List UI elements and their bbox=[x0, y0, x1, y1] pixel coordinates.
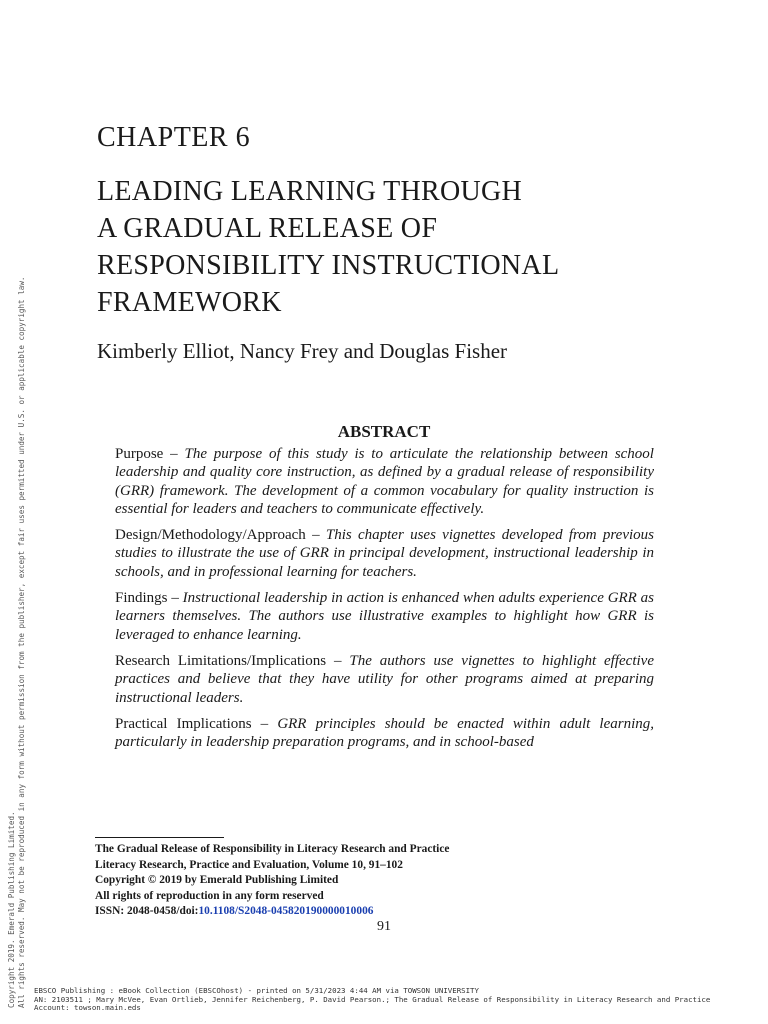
abstract-section-design bbox=[115, 526, 654, 581]
ebsco-footer-line: EBSCO Publishing : eBook Collection (EBSCOhost) - printed on 5/31/2023 4:44 AM via TOWSON UNIVERSITY bbox=[34, 987, 479, 995]
ebsco-footer bbox=[34, 987, 764, 1013]
section-label: Research Limitations/Implications – bbox=[115, 652, 350, 669]
series-info: Literacy Research, Practice and Evaluation, Volume 10, 91–102 bbox=[95, 858, 403, 871]
section-label: Design/Methodology/Approach – bbox=[115, 527, 326, 544]
title-line: FRAMEWORK bbox=[97, 287, 282, 318]
side-note-line: All rights reserved. May not be reproduced in any form without permission from the publisher, except fair uses permitted under U.S. or applicable copyright law. bbox=[16, 276, 26, 1008]
ebsco-footer-line: AN: 2103511 ; Mary McVee, Evan Ortlieb, Jennifer Reichenberg, P. David Pearson.; The Gradual Release of Responsibility in Literacy Research and Practice bbox=[34, 994, 711, 1004]
page-number: 91 bbox=[377, 919, 391, 934]
copyright-side-note bbox=[7, 276, 26, 1008]
section-label: Findings – bbox=[115, 590, 183, 607]
section-text: GRR principles should be enacted within adult learning, particularly in leadership preparation programs, and in school-based bbox=[115, 715, 654, 751]
abstract-section-purpose bbox=[115, 445, 654, 518]
ebsco-footer-line: Account: towson.main.eds bbox=[34, 1003, 141, 1012]
abstract-body bbox=[115, 445, 654, 759]
section-text: This chapter uses vignettes developed from previous studies to illustrate the use of GRR in principal development, instructional leadership in schools, and in professional learning for teachers. bbox=[115, 527, 654, 580]
abstract-section-practical bbox=[115, 715, 654, 752]
section-label: Purpose – bbox=[115, 446, 185, 462]
section-text: The purpose of this study is to articulate the relationship between school leadership and quality core instruction, as defined by a gradual release of responsibility (GRR) framework. The development of a common vocabulary for quality instruction is essential for leaders and teachers to communicate effectively. bbox=[115, 446, 654, 517]
title-line: RESPONSIBILITY INSTRUCTIONAL bbox=[97, 250, 560, 281]
chapter-title bbox=[97, 173, 697, 321]
rights-line: All rights of reproduction in any form reserved bbox=[95, 889, 324, 902]
chapter-label: CHAPTER 6 bbox=[97, 122, 251, 153]
abstract-heading: ABSTRACT bbox=[337, 422, 431, 441]
issn-prefix: ISSN: 2048-0458/doi: bbox=[95, 905, 199, 917]
side-note-line: Copyright 2019. Emerald Publishing Limited. bbox=[7, 811, 16, 1008]
section-label: Practical Implications – bbox=[115, 715, 278, 732]
title-line: A GRADUAL RELEASE OF bbox=[97, 213, 438, 244]
footnote bbox=[95, 842, 655, 920]
copyright-line: Copyright © 2019 by Emerald Publishing Limited bbox=[95, 874, 339, 886]
authors: Kimberly Elliot, Nancy Frey and Douglas Fisher bbox=[97, 339, 508, 363]
abstract-section-limitations bbox=[115, 652, 654, 707]
doi-link[interactable]: 10.1108/S2048-045820190000010006 bbox=[198, 905, 374, 917]
section-text: Instructional leadership in action is enhanced when adults experience GRR as learners themselves. The authors use illustrative examples to highlight how GRR is leveraged to enhance learning. bbox=[115, 590, 654, 643]
title-line: LEADING LEARNING THROUGH bbox=[97, 176, 523, 207]
book-title: The Gradual Release of Responsibility in Literacy Research and Practice bbox=[95, 843, 450, 855]
footnote-divider bbox=[95, 837, 224, 838]
abstract-section-findings bbox=[115, 589, 654, 644]
section-text: The authors use vignettes to highlight effective practices and believe that they have utility for other programs aimed at preparing instructional leaders. bbox=[115, 652, 654, 706]
